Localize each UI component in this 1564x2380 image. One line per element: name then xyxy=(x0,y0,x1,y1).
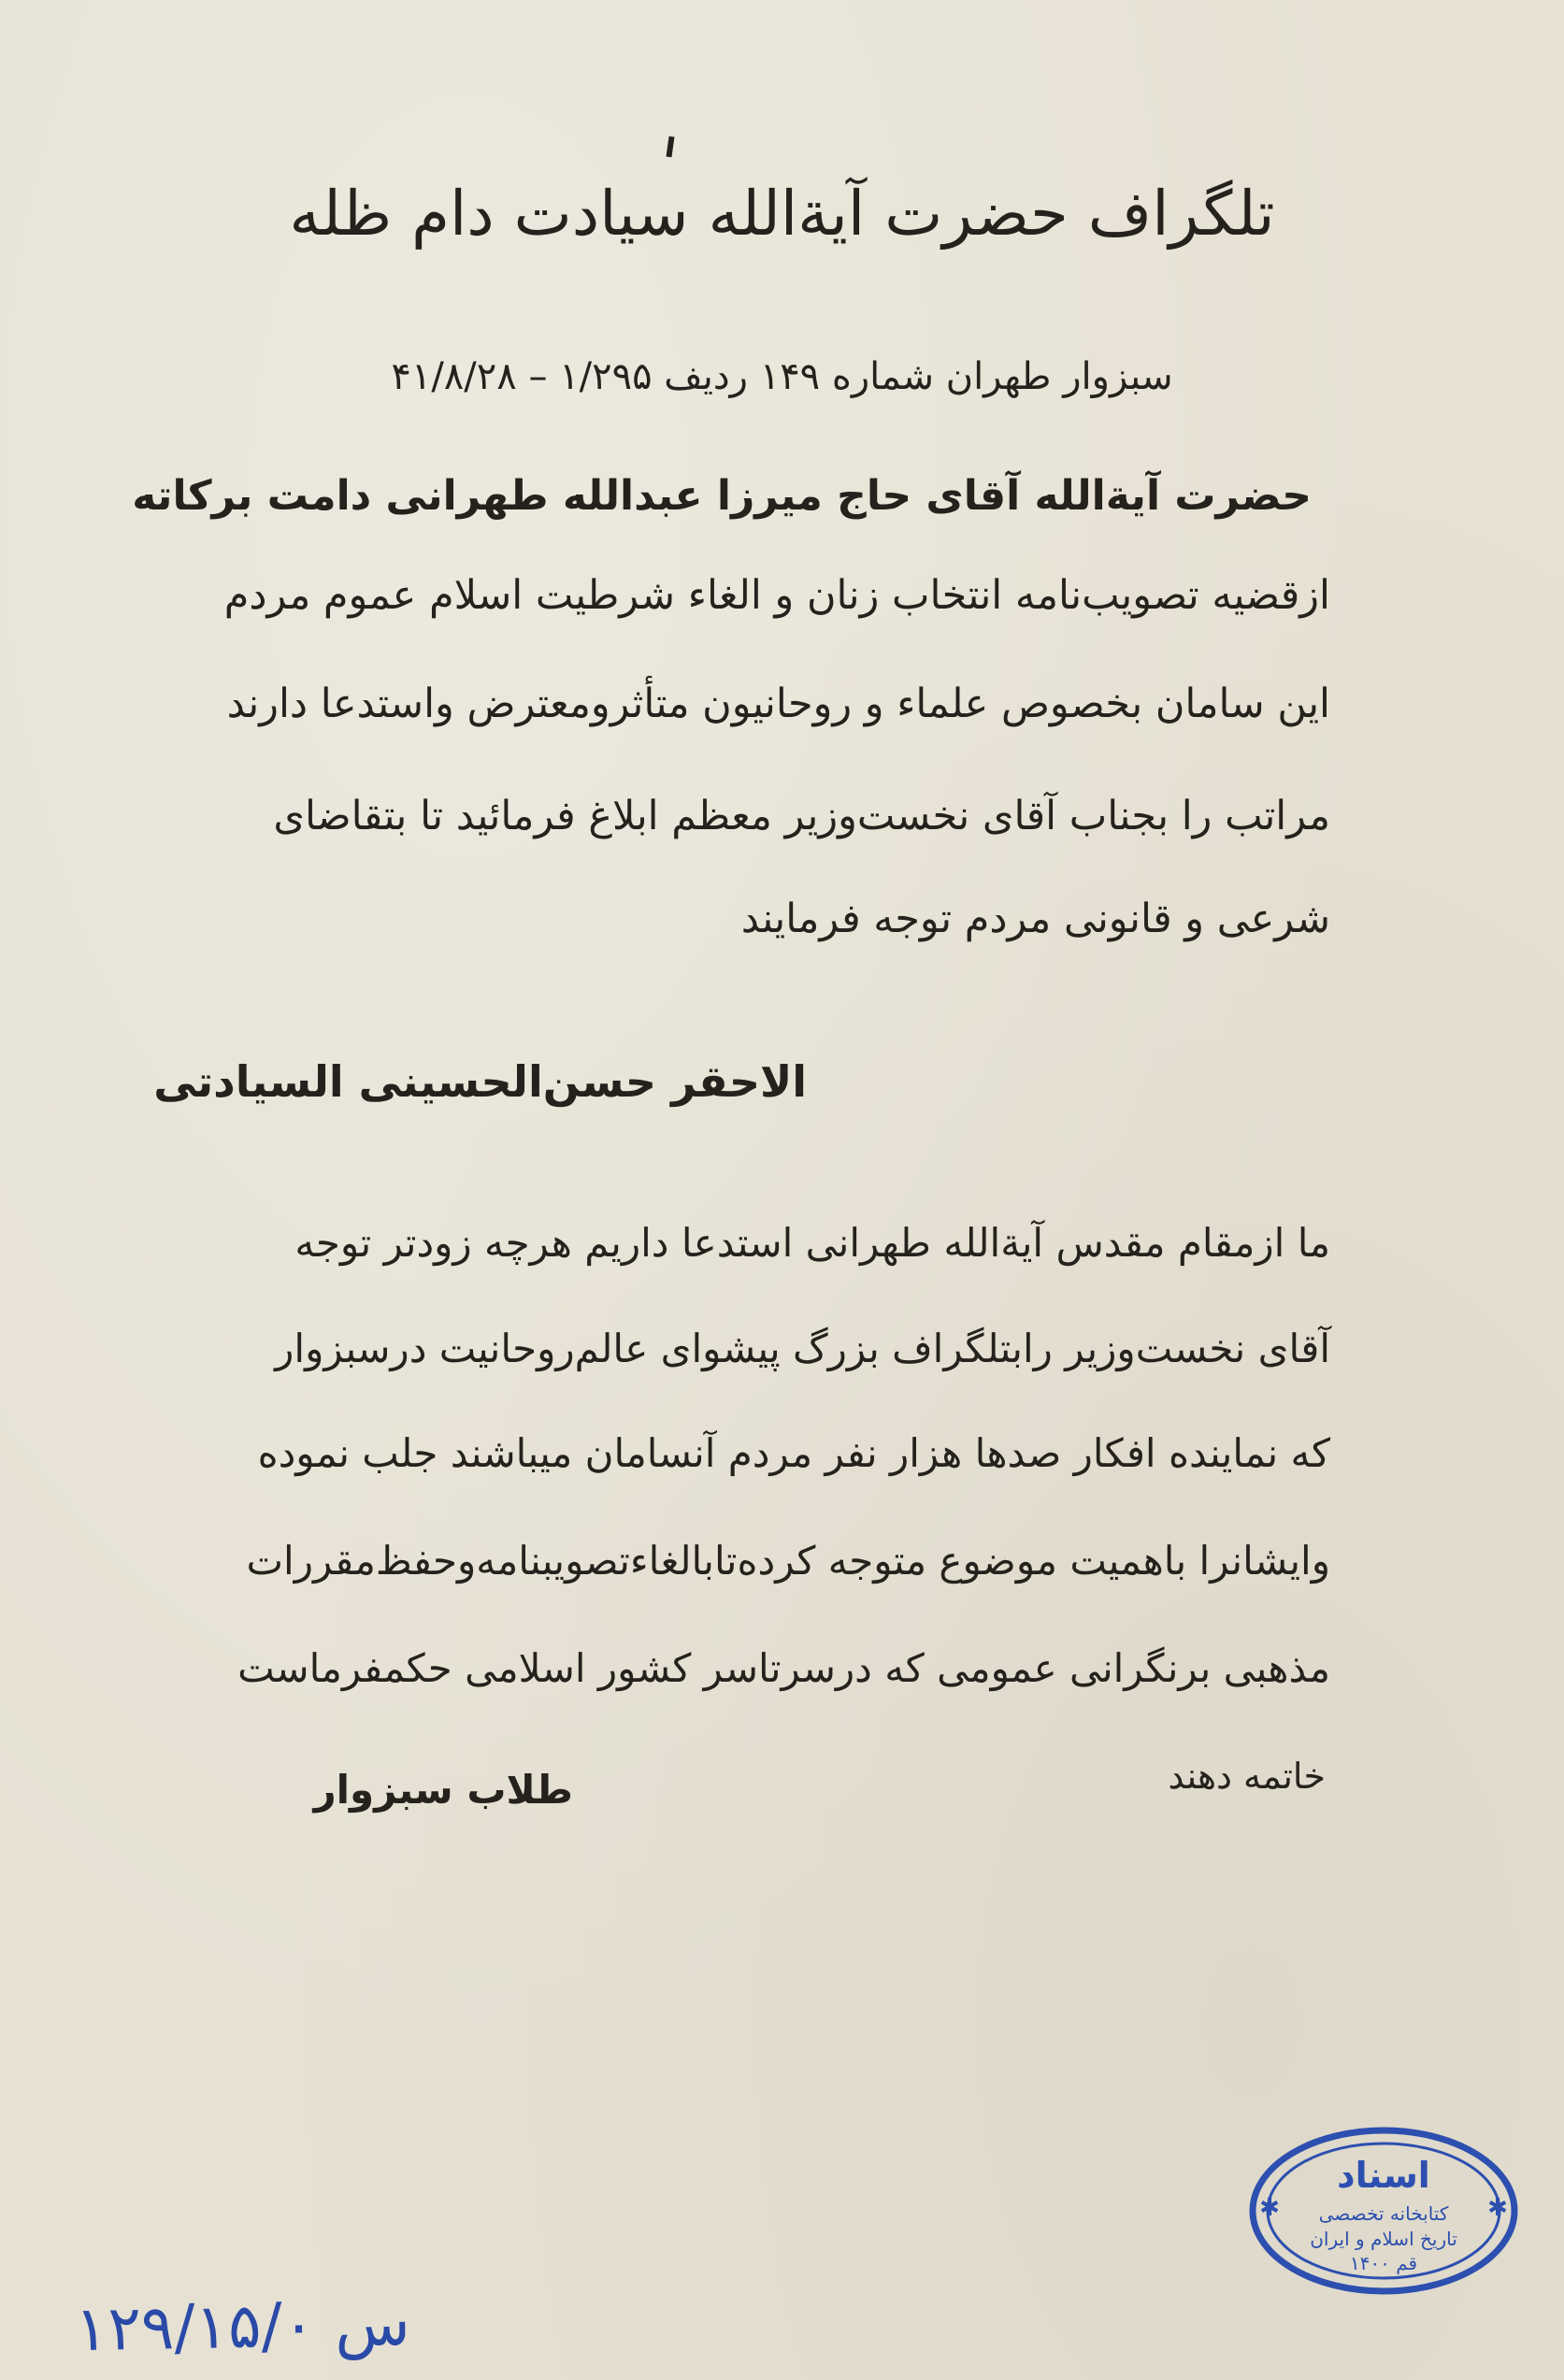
paragraph1-line-2: این سامان بخصوص علماء و روحانیون متأثرومعترض واستدعا دارند xyxy=(226,681,1330,727)
closing-phrase: خاتمه دهند xyxy=(1168,1756,1326,1797)
telegram-reference: سبزوار طهران شماره ۱۴۹ ردیف ۱/۲۹۵ – ۴۱/۸/۲۸ xyxy=(391,355,1173,398)
title-diacritic-mark xyxy=(666,136,674,158)
stamp-star-icon-left: ✱ xyxy=(1259,2194,1280,2222)
paragraph1-line-1: ازقضیه تصویب‌نامه انتخاب زنان و الغاء شرطیت اسلام عموم مردم xyxy=(223,572,1330,619)
addressee-line: حضرت آیةالله آقای حاج میرزا عبدالله طهرانی دامت برکاته xyxy=(132,472,1312,520)
paragraph1-line-4: شرعی و قانونی مردم توجه فرمایند xyxy=(740,896,1330,942)
stamp-main-text: اسناد xyxy=(1337,2155,1430,2196)
stamp-star-icon-right: ✱ xyxy=(1487,2194,1508,2222)
paragraph1-line-3: مراتب را بجناب آقای نخست‌وزیر معظم ابلاغ فرمائید تا بتقاضای xyxy=(273,793,1330,839)
stamp-line-3: قم ۱۴۰۰ xyxy=(1349,2252,1418,2274)
signature-sabzevar-students: طلاب سبزوار xyxy=(313,1767,573,1813)
stamp-line-2: تاریخ اسلام و ایران xyxy=(1310,2228,1457,2250)
signature-sayadati: الاحقر حسن‌الحسینی السیادتی xyxy=(153,1056,807,1107)
library-stamp xyxy=(1243,2122,1524,2300)
paragraph2-line-4: وایشانرا باهمیت موضوع متوجه کرده‌تابالغاءتصویبنامه‌وحفظ‌مقررات xyxy=(246,1538,1330,1584)
stamp-line-1: کتابخانه تخصصی xyxy=(1318,2202,1449,2225)
paragraph2-line-3: که نماینده افکار صدها هزار نفر مردم آنسامان میباشند جلب نموده xyxy=(257,1430,1330,1476)
document-title: تلگراف حضرت آیةالله سیادت دام ظله xyxy=(289,178,1275,250)
paragraph2-line-1: ما ازمقام مقدس آیةالله طهرانی استدعا داریم هرچه زودتر توجه xyxy=(294,1220,1330,1266)
paragraph2-line-5: مذهبی برنگرانی عمومی که درسرتاسر کشور اسلامی حکمفرماست xyxy=(237,1645,1330,1691)
archive-number: ۱۲۹/۱۵/۰ س xyxy=(74,2287,411,2366)
paragraph2-line-2: آقای نخست‌وزیر رابتلگراف بزرگ پیشوای عالم‌روحانیت درسبزوار xyxy=(275,1326,1330,1371)
